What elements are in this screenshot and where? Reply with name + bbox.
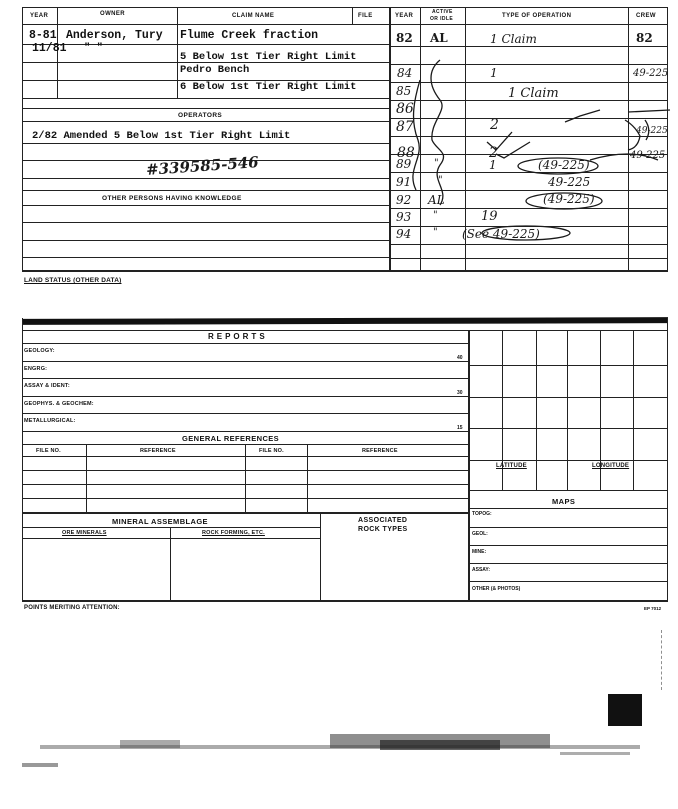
ref-reference-2: REFERENCE <box>362 448 398 454</box>
activity-86-year: 86 <box>396 101 414 117</box>
maps-other: OTHER (& PHOTOS) <box>472 586 521 592</box>
activity-91-status: " <box>438 175 443 186</box>
header-owner: OWNER <box>100 11 125 17</box>
activity-94-year: 94 <box>396 227 412 241</box>
activity-89-op: 1 <box>489 158 497 172</box>
rock-forming-header: ROCK FORMING, ETC. <box>202 530 265 536</box>
maps-topog: TOPOG: <box>472 511 492 517</box>
activity-94-op: (See 49-225) <box>462 227 540 241</box>
activity-91-year: 91 <box>396 175 412 189</box>
ref-file-no-1: FILE NO. <box>36 448 61 454</box>
activity-88-crew: 49-225 <box>630 150 666 161</box>
header-file: FILE <box>358 13 373 19</box>
activity-82-crew: 82 <box>636 31 653 45</box>
owner-row-2-year: 11/81 <box>32 42 67 55</box>
ore-minerals-header: ORE MINERALS <box>62 530 107 536</box>
claim-6-below: 6 Below 1st Tier Right Limit <box>180 81 357 93</box>
rock-types-label: ROCK TYPES <box>358 526 408 533</box>
report-metallurgical: METALLURGICAL: <box>24 418 76 424</box>
activity-85-op: 1 Claim <box>508 86 559 101</box>
handwritten-number: #339585-546 <box>145 153 260 179</box>
maps-mine: MINE: <box>472 549 487 555</box>
longitude-label: LONGITUDE <box>592 463 630 469</box>
report-assay-num: 30 <box>457 390 463 396</box>
header-crew: CREW <box>636 13 656 19</box>
latitude-label: LATITUDE <box>496 463 527 469</box>
maps-assay: ASSAY: <box>472 567 491 573</box>
activity-92-year: 92 <box>396 193 412 207</box>
reports-title: R E P O R T S <box>208 332 266 341</box>
activity-93-status: " <box>433 210 438 221</box>
mineral-assemblage-title: MINERAL ASSEMBLAGE <box>112 517 208 526</box>
claim-pedro-bench: Pedro Bench <box>180 64 250 76</box>
header-type-of-operation: TYPE OF OPERATION <box>502 13 572 19</box>
points-meriting-attention: POINTS MERITING ATTENTION: <box>24 605 120 611</box>
activity-88-year: 88 <box>397 145 415 161</box>
activity-89-crew: (49-225) <box>538 158 590 172</box>
owner-row-2-claim: 5 Below 1st Tier Right Limit <box>180 51 357 63</box>
activity-93-year: 93 <box>396 210 412 224</box>
activity-82-status: AL <box>430 31 448 45</box>
report-geology: GEOLOGY: <box>24 348 55 354</box>
owner-row-1-claim: Flume Creek fraction <box>180 29 319 42</box>
activity-91-crew: 49-225 <box>548 175 591 189</box>
ref-reference-1: REFERENCE <box>140 448 176 454</box>
handwritten-marks <box>380 40 678 260</box>
other-persons-header: OTHER PERSONS HAVING KNOWLEDGE <box>102 195 242 202</box>
activity-94-status: " <box>433 227 438 238</box>
activity-82-year: 82 <box>396 31 413 45</box>
ref-file-no-2: FILE NO. <box>259 448 284 454</box>
activity-92-status: AL <box>428 193 445 207</box>
header-or-idle: OR IDLE <box>430 16 454 22</box>
activity-84-year: 84 <box>397 66 413 80</box>
maps-title: MAPS <box>552 497 576 506</box>
associated-label: ASSOCIATED <box>358 517 408 524</box>
owner-row-1-year: 8-81 <box>29 29 57 42</box>
land-status-label: LAND STATUS (OTHER DATA) <box>24 277 122 284</box>
activity-85-year: 85 <box>396 84 412 98</box>
report-engrg: ENGRG: <box>24 366 48 372</box>
header-year-2: YEAR <box>395 13 414 19</box>
activity-87-year: 87 <box>396 119 414 135</box>
owner-row-1-owner: Anderson, Tury <box>66 29 163 42</box>
operators-header: OPERATORS <box>178 112 223 119</box>
report-assay: ASSAY & IDENT: <box>24 383 70 389</box>
general-references-title: GENERAL REFERENCES <box>182 434 280 443</box>
operator-note: 2/82 Amended 5 Below 1st Tier Right Limit <box>32 130 291 142</box>
activity-93-op: 19 <box>481 209 498 224</box>
activity-87-op: 2 <box>490 117 499 133</box>
activity-82-op: 1 Claim <box>490 32 537 46</box>
activity-89-year: 89 <box>396 157 412 171</box>
maps-geol: GEOL: <box>472 531 488 537</box>
activity-84-op: 1 <box>490 66 498 80</box>
form-code: EP 7012 <box>644 606 662 611</box>
owner-row-2-owner: " " <box>84 42 103 54</box>
report-geophys: GEOPHYS. & GEOCHEM: <box>24 401 94 407</box>
activity-92-crew: (49-225) <box>543 192 595 206</box>
report-geology-num: 40 <box>457 355 463 361</box>
activity-88-op: 2 <box>489 145 498 161</box>
activity-89-status: " <box>434 158 439 169</box>
header-year: YEAR <box>30 13 49 19</box>
activity-84-crew: 49-225 <box>633 68 669 79</box>
header-active: ACTIVE <box>432 9 453 15</box>
activity-87-crew: 49-225 <box>636 126 668 136</box>
header-claim-name: CLAIM NAME <box>232 13 275 19</box>
report-metallurgical-num: 15 <box>457 425 463 431</box>
